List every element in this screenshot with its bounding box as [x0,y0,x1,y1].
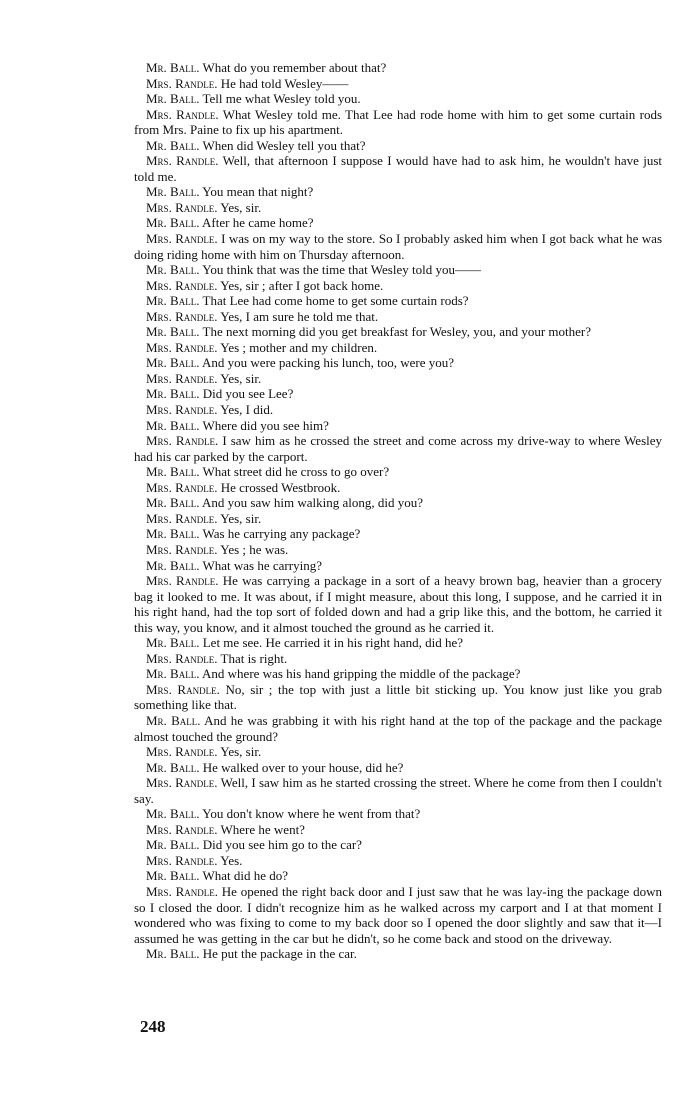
speaker-name: Mr. Ball. [146,464,200,480]
transcript-paragraph [134,231,662,262]
speaker-name: Mr. Ball. [146,386,200,402]
speaker-name: Mr. Ball. [146,293,200,309]
transcript-paragraph [134,355,662,371]
transcript-paragraph [134,868,662,884]
transcript-paragraph [134,760,662,776]
speech-text: And you were packing his lunch, too, were you? [202,355,455,371]
speech-text: Yes, sir. [220,370,262,386]
transcript-paragraph [134,558,662,574]
speech-text: Yes ; mother and my children. [220,339,378,355]
speaker-name: Mr. Ball. [146,184,200,200]
transcript-paragraph [134,91,662,107]
transcript-paragraph [134,184,662,200]
speech-text: Yes ; he was. [220,541,289,557]
speech-text: Yes, sir. [220,744,262,760]
speech-text: That Lee had come home to get some curtain rods? [202,293,469,309]
speech-text: I saw him as he crossed the street and come across my drive-way to where Wesley had his car parked by the carport. [134,433,663,464]
speech-text: Yes. [220,852,243,868]
speech-text: What did he do? [202,868,289,884]
speech-text: And where was his hand gripping the middle of the package? [202,666,521,682]
speaker-name: Mrs. Randle. [146,541,218,557]
speech-text: What was he carrying? [202,557,322,573]
speech-text: Where did you see him? [202,417,329,433]
transcript-paragraph [134,822,662,838]
speech-text: What do you remember about that? [202,60,387,75]
speech-text: Well, I saw him as he started crossing the street. Where he come from then I couldn't say. [134,775,663,806]
speaker-name: Mr. Ball. [146,557,200,573]
transcript-paragraph [134,464,662,480]
transcript-paragraph [134,278,662,294]
speech-text: And you saw him walking along, did you? [202,495,424,511]
speech-text: The next morning did you get breakfast for Wesley, you, and your mother? [202,324,591,340]
speech-text: What Wesley told me. That Lee had rode home with him to get some curtain rods from Mrs. Paine to fix up his apartment. [134,106,663,138]
speech-text: Did you see him go to the car? [202,837,362,853]
transcript-paragraph [134,153,662,184]
speech-text: That is right. [220,650,288,666]
speech-text: Yes, sir. [220,510,262,526]
speaker-name: Mrs. Randle. [146,573,219,589]
transcript-paragraph [134,107,662,138]
speaker-name: Mrs. Randle. [146,277,218,293]
page-number: 248 [140,1017,166,1036]
transcript-paragraph [134,651,662,667]
speaker-name: Mr. Ball. [146,837,200,853]
speaker-name: Mrs. Randle. [146,370,218,386]
speaker-name: Mr. Ball. [146,712,201,728]
speaker-name: Mrs. Randle. [146,775,218,791]
transcript-paragraph [134,60,662,76]
speaker-name: Mr. Ball. [146,868,200,884]
speech-text: Yes, sir. [220,199,262,215]
speaker-name: Mrs. Randle. [146,479,218,495]
transcript-paragraph [134,573,662,635]
transcript-paragraph [134,853,662,869]
speaker-name: Mr. Ball. [146,262,200,278]
transcript-paragraph [134,293,662,309]
speaker-name: Mrs. Randle. [146,199,218,215]
speech-text: Tell me what Wesley told you. [202,91,361,107]
transcript-paragraph [134,495,662,511]
transcript-paragraph [134,775,662,806]
testimony-text [134,60,662,962]
transcript-paragraph [134,635,662,651]
transcript-paragraph [134,340,662,356]
speaker-name: Mr. Ball. [146,526,200,542]
speaker-name: Mrs. Randle. [146,339,218,355]
speaker-name: Mrs. Randle. [146,433,219,449]
transcript-paragraph [134,884,662,946]
transcript-paragraph [134,806,662,822]
transcript-paragraph [134,682,662,713]
speech-text: No, sir ; the top with just a little bit sticking up. You know just like you grab something like that. [134,681,663,713]
speech-text: Let me see. He carried it in his right hand, did he? [202,635,464,651]
speaker-name: Mr. Ball. [146,806,200,822]
speech-text: Did you see Lee? [202,386,294,402]
speech-text: I was on my way to the store. So I probably asked him when I got back what he was doing riding home with him on Thursday afternoon. [134,231,663,262]
speech-text: Yes, sir ; after I got back home. [220,277,384,293]
speaker-name: Mr. Ball. [146,215,200,231]
speaker-name: Mrs. Randle. [146,650,218,666]
speech-text: He crossed Westbrook. [220,479,341,495]
speech-text: After he came home? [202,215,314,231]
transcript-paragraph [134,480,662,496]
speaker-name: Mrs. Randle. [146,231,218,247]
speaker-name: Mrs. Randle. [146,883,219,899]
transcript-paragraph [134,386,662,402]
speaker-name: Mr. Ball. [146,60,200,75]
transcript-paragraph [134,418,662,434]
speaker-name: Mr. Ball. [146,417,200,433]
speech-text: You don't know where he went from that? [202,806,421,822]
transcript-paragraph [134,324,662,340]
transcript-paragraph [134,542,662,558]
speaker-name: Mrs. Randle. [146,75,218,91]
speech-text: What street did he cross to go over? [202,464,390,480]
transcript-paragraph [134,309,662,325]
transcript-paragraph [134,262,662,278]
speaker-name: Mrs. Randle. [146,821,218,837]
speech-text: Well, that afternoon I suppose I would have had to ask him, he wouldn't have just told me. [134,153,663,184]
speech-text: He was carrying a package in a sort of a heavy brown bag, heavier than a grocery bag it looked to me. It was about, if I might measure, about this long, I suppose, and he carried it in his right hand, had the top sort of folded down and had a grip like this, and the bottom, he carried it this way, you know, and it almost touched the ground as he carried it. [134,573,663,635]
speaker-name: Mr. Ball. [146,91,200,107]
speaker-name: Mrs. Randle. [146,852,218,868]
transcript-paragraph [134,526,662,542]
speaker-name: Mrs. Randle. [146,402,218,418]
transcript-paragraph [134,837,662,853]
speech-text: He walked over to your house, did he? [202,759,404,775]
transcript-paragraph [134,76,662,92]
speaker-name: Mr. Ball. [146,635,200,651]
speech-text: Where he went? [220,821,305,837]
speech-text: You think that was the time that Wesley told you—— [202,262,481,278]
speech-text: He put the package in the car. [202,946,357,962]
speaker-name: Mr. Ball. [146,355,200,371]
speaker-name: Mr. Ball. [146,946,200,962]
speech-text: You mean that night? [202,184,314,200]
transcript-paragraph [134,215,662,231]
speaker-name: Mr. Ball. [146,324,200,340]
transcript-paragraph [134,666,662,682]
speaker-name: Mrs. Randle. [146,744,218,760]
speaker-name: Mrs. Randle. [146,681,220,697]
speaker-name: Mr. Ball. [146,666,200,682]
transcript-paragraph [134,433,662,464]
transcript-paragraph [134,511,662,527]
transcript-paragraph [134,138,662,154]
speaker-name: Mrs. Randle. [146,308,218,324]
speaker-name: Mrs. Randle. [146,510,218,526]
speech-text: And he was grabbing it with his right hand at the top of the package and the package almost touched the ground? [134,712,662,744]
speech-text: Was he carrying any package? [202,526,361,542]
speech-text: When did Wesley tell you that? [202,137,366,153]
speech-text: Yes, I am sure he told me that. [220,308,379,324]
speaker-name: Mrs. Randle. [146,106,219,122]
transcript-paragraph [134,402,662,418]
speaker-name: Mrs. Randle. [146,153,219,169]
transcript-paragraph [134,946,662,962]
speaker-name: Mr. Ball. [146,495,200,511]
transcript-paragraph [134,371,662,387]
transcript-paragraph [134,713,662,744]
transcript-paragraph [134,200,662,216]
speech-text: He opened the right back door and I just saw that he was lay-ing the package down so I closed the door. I didn't recognize him as he walked across my carport and I at that moment I wondered who was fixing to come to my back door so I opened the door slightly and saw that it—I assumed he was getting in the car but he didn't, so he come back and stood on the driveway. [134,883,662,946]
speech-text: Yes, I did. [220,402,274,418]
speech-text: He had told Wesley—— [220,75,349,91]
transcript-paragraph [134,744,662,760]
speaker-name: Mr. Ball. [146,759,200,775]
speaker-name: Mr. Ball. [146,137,200,153]
